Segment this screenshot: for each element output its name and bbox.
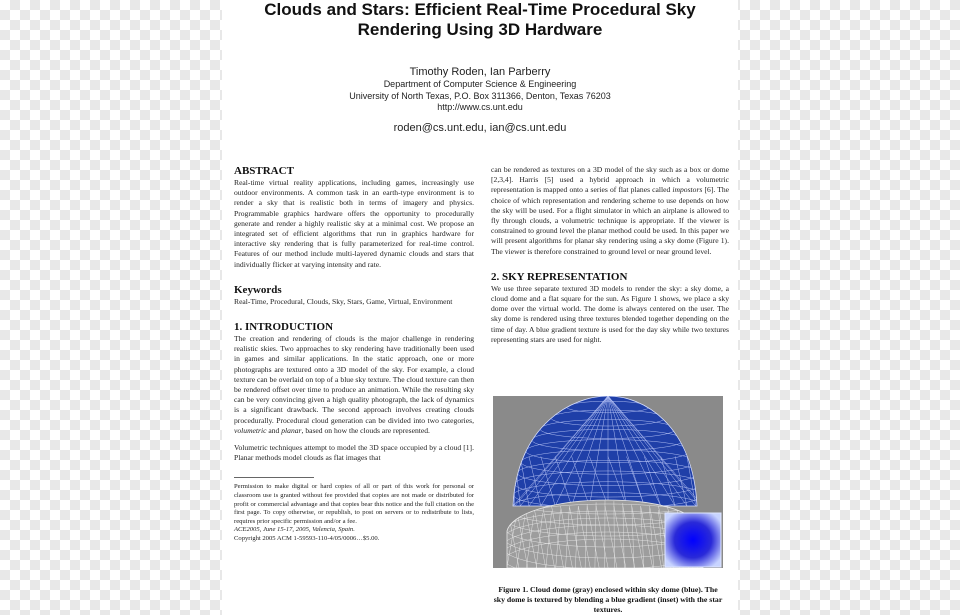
permission-text: Permission to make digital or hard copies of all or part of this work for personal or classroom use is granted without fee provided that copies are not made or distributed for profit or commercial advantage and that copies bear this notice and the full citation on the first page. To copy otherwise, or republish, to post on servers or to redistribute to lists, requires prior specific permission and/or a fee. <box>234 483 474 525</box>
abstract-heading: ABSTRACT <box>234 165 294 177</box>
keywords-heading: Keywords <box>234 283 282 296</box>
footnote-divider <box>234 477 314 478</box>
introduction-paragraph-1: The creation and rendering of clouds is the major challenge in rendering realistic skies. Two approaches to sky rendering have traditionally been used in games and similar applications. In the static approach, one or more photographs are textured onto a 3D model of the sky. For example, a cloud texture can be overlaid on top of a blue sky texture. The cloud texture can then be rendered offset over time to produce an animation. While the resulting sky can be very convincing given a high quality photograph, the lack of dynamics is a significant drawback. The second approach involves creating clouds procedurally. Procedural cloud generation can be divided into two categories, volumetric and planar, based on how the clouds are represented. <box>234 334 474 435</box>
sky-representation-text: We use three separate textured 3D models to render the sky: a sky dome, a cloud dome and a flat square for the sun. As Figure 1 shows, we place a sky dome over the virtual world. The dome is always centered on the user. The sky dome is rendered using three textures blended together depending on the time of day. A blue gradient texture is used for the day sky while two textures representing stars are used for night. <box>491 283 729 344</box>
figure-1-caption: Figure 1. Cloud dome (gray) enclosed within sky dome (blue). The sky dome is textured by blending a blue gradient (inset) with the star textures. <box>493 585 723 614</box>
figure-1-image <box>493 396 723 568</box>
keywords-text: Real-Time, Procedural, Clouds, Sky, Stars, Game, Virtual, Environment <box>234 296 453 306</box>
author-emails[interactable]: roden@cs.unt.edu, ian@cs.unt.edu <box>393 121 567 134</box>
paper-title <box>222 0 738 40</box>
address: University of North Texas, P.O. Box 311366, Denton, Texas 76203 <box>349 90 611 101</box>
introduction-paragraph-2: Volumetric techniques attempt to model the 3D space occupied by a cloud [1]. Planar methods model clouds as flat images that <box>234 443 474 463</box>
right-column <box>491 165 729 345</box>
introduction-heading: 1. INTRODUCTION <box>234 321 334 334</box>
sky-dome-render <box>493 396 723 568</box>
department: Department of Computer Science & Engineering <box>383 79 577 89</box>
permission-notice <box>234 483 474 543</box>
left-column <box>234 165 474 544</box>
copyright-line: Copyright 2005 ACM 1-59593-110-4/05/0006…$5.00. <box>234 535 380 543</box>
sky-representation-heading: 2. SKY REPRESENTATION <box>491 270 628 283</box>
conference-line: ACE2005, June 15-17, 2005, Valencia, Spain. <box>234 526 355 534</box>
title-line-2: Rendering Using 3D Hardware <box>357 20 603 39</box>
abstract-text: Real-time virtual reality applications, including games, increasingly use outdoor environments. A common task in an earth-type environment is to render a sky that is realistic both in terms of imagery and physics. Programmable graphics hardware offers the opportunity to procedurally generate and render a highly realistic sky at a minimal cost. We propose an integrated set of efficient algorithms that run in graphics hardware for interactive sky rendering that is fully parameterized for real-time control. Features of our method include multi-layered dynamic clouds and stars that individually flicker at varying intensity and rate. <box>234 178 474 269</box>
blue-gradient-inset <box>665 513 721 567</box>
website-url[interactable]: http://www.cs.unt.edu <box>437 102 523 112</box>
paper-page <box>222 0 738 615</box>
author-block <box>222 65 738 135</box>
author-names: Timothy Roden, Ian Parberry <box>409 66 551 78</box>
right-column-paragraph: can be rendered as textures on a 3D model of the sky such as a box or dome [2,3,4]. Harris [5] used a hybrid approach in which a volumetric representation is mapped onto a series of flat planes called impostors [6]. The choice of which representation and rendering scheme to use depends on how the sky will be used. For a flight simulator in which an airplane is allowed to fly through clouds, a volumetric technique is appropriate. If the viewer is constrained to ground level the planar method could be used. In this paper we will present algorithms for planar sky rendering using a sky dome (Figure 1). The viewer is therefore constrained to ground level or near ground level. <box>491 165 730 256</box>
title-line-1: Clouds and Stars: Efficient Real-Time Procedural Sky <box>264 0 696 19</box>
